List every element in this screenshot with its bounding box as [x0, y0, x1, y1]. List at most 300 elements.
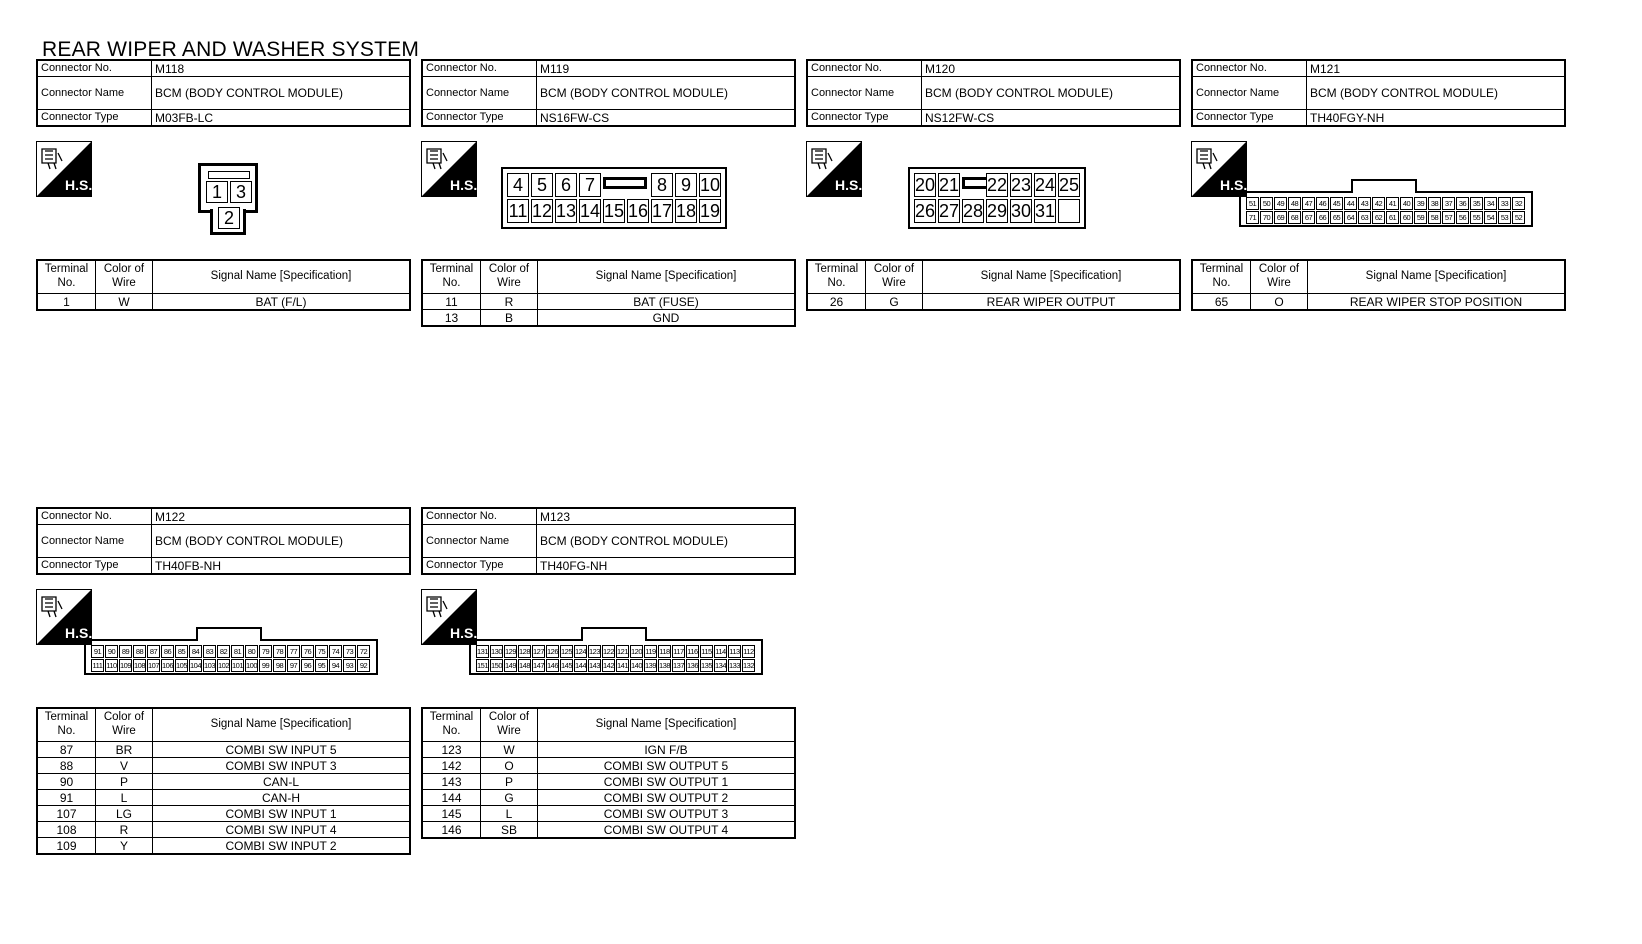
terminal-no-cell: 146: [422, 822, 481, 839]
terminal-pin: 76: [301, 645, 314, 658]
color-of-wire-header: Color of Wire: [96, 260, 153, 294]
terminal-pin: 112: [743, 647, 754, 656]
terminal-pin: 89: [119, 645, 132, 658]
terminal-pin: 84: [189, 645, 202, 658]
terminal-pin: 51: [1246, 197, 1259, 210]
connector-face: [501, 167, 727, 229]
terminal-pin: 140: [631, 661, 643, 670]
harness-side-label: H.S.: [65, 625, 93, 641]
terminal-pin: 104: [190, 661, 202, 670]
terminal-pin: 12: [532, 201, 553, 221]
signal-name-cell: BAT (FUSE): [538, 294, 796, 310]
terminal-pin: 123: [589, 647, 601, 656]
table-row: [807, 294, 1180, 311]
terminal-no-cell: 144: [422, 790, 481, 806]
signal-name-cell: COMBI SW OUTPUT 5: [538, 758, 796, 774]
connector-name-value: BCM (BODY CONTROL MODULE): [537, 77, 796, 110]
terminal-pin: 29: [987, 201, 1008, 221]
connector-type-value: NS12FW-CS: [922, 110, 1181, 127]
connector-name-label: Connector Name: [807, 77, 922, 110]
terminal-no-cell: 11: [422, 294, 481, 310]
harness-side-icon: [36, 589, 92, 645]
terminal-pin: 33: [1498, 197, 1511, 210]
connector-name-label: Connector Name: [37, 525, 152, 558]
terminal-pin: 139: [645, 661, 657, 670]
terminal-pin: 120: [631, 647, 643, 656]
terminal-pin: 19: [700, 201, 721, 221]
terminal-no-cell: 91: [37, 790, 96, 806]
wire-color-cell: R: [96, 822, 153, 838]
terminal-no-cell: 65: [1192, 294, 1251, 311]
connector-name-label: Connector Name: [422, 77, 537, 110]
connector-no-label: Connector No.: [422, 508, 537, 525]
terminal-pin: 65: [1330, 211, 1343, 224]
terminal-pin: 61: [1386, 211, 1399, 224]
terminal-pin: 69: [1274, 211, 1287, 224]
signal-name-cell: REAR WIPER STOP POSITION: [1308, 294, 1566, 311]
terminal-no-cell: 87: [37, 742, 96, 758]
terminal-pin: 52: [1512, 211, 1525, 224]
terminal-no-cell: 90: [37, 774, 96, 790]
terminal-pin: 149: [505, 661, 517, 670]
table-row: [422, 294, 795, 310]
connector-name-label: Connector Name: [37, 77, 152, 110]
table-row: [37, 742, 410, 758]
connector-block-m119: [421, 59, 796, 325]
connector-face: [469, 639, 763, 675]
connector-block-m122: [36, 507, 411, 853]
signal-name-header: Signal Name [Specification]: [153, 260, 411, 294]
wire-color-cell: P: [96, 774, 153, 790]
table-row: [37, 294, 410, 311]
table-row: [422, 822, 795, 839]
terminal-pin: 32: [1512, 197, 1525, 210]
wire-color-cell: V: [96, 758, 153, 774]
terminal-pin: 59: [1414, 211, 1427, 224]
connector-type-label: Connector Type: [422, 110, 537, 127]
terminal-no-cell: 143: [422, 774, 481, 790]
connector-no-label: Connector No.: [807, 60, 922, 77]
terminal-pin: 54: [1484, 211, 1497, 224]
signal-table: [1191, 259, 1566, 311]
connector-no-value: M120: [922, 60, 1181, 77]
connector-name-value: BCM (BODY CONTROL MODULE): [537, 525, 796, 558]
terminal-pin: 6: [555, 173, 577, 197]
signal-name-cell: COMBI SW INPUT 4: [153, 822, 411, 838]
color-of-wire-header: Color of Wire: [866, 260, 923, 294]
terminal-pin: 14: [580, 201, 601, 221]
terminal-pin: 20: [915, 175, 936, 195]
connector-type-label: Connector Type: [422, 558, 537, 575]
connector-face: [1239, 191, 1533, 227]
terminal-pin: 127: [533, 647, 545, 656]
terminal-no-cell: 142: [422, 758, 481, 774]
harness-side-label: H.S.: [450, 625, 478, 641]
terminal-pin: 67: [1302, 211, 1315, 224]
terminal-pin: 15: [604, 201, 625, 221]
terminal-pin: 92: [357, 659, 370, 672]
terminal-no-header: Terminal No.: [37, 260, 96, 294]
terminal-pin: 3: [230, 181, 252, 203]
terminal-pin: 88: [133, 645, 146, 658]
terminal-pin: 105: [176, 661, 188, 670]
table-row: [37, 822, 410, 838]
terminal-pin: 87: [147, 645, 160, 658]
terminal-pin: 64: [1344, 211, 1357, 224]
terminal-pin: 96: [301, 659, 314, 672]
connector-face: [198, 163, 258, 233]
terminal-no-cell: 145: [422, 806, 481, 822]
terminal-pin: 126: [547, 647, 559, 656]
terminal-pin: 114: [715, 647, 726, 656]
connector-type-value: M03FB-LC: [152, 110, 411, 127]
terminal-pin: 78: [273, 645, 286, 658]
connector-no-value: M119: [537, 60, 796, 77]
terminal-pin: 72: [357, 645, 370, 658]
color-of-wire-header: Color of Wire: [96, 708, 153, 742]
page-title: REAR WIPER AND WASHER SYSTEM: [42, 38, 420, 61]
harness-side-icon: [806, 141, 862, 197]
connector-header-table: [36, 59, 411, 127]
terminal-pin: 110: [106, 661, 117, 670]
connector-name-label: Connector Name: [422, 525, 537, 558]
terminal-pin: 28: [963, 201, 984, 221]
harness-side-icon: [36, 141, 92, 197]
terminal-pin: 115: [701, 647, 712, 656]
connector-no-value: M121: [1307, 60, 1566, 77]
connector-name-value: BCM (BODY CONTROL MODULE): [1307, 77, 1566, 110]
table-row: [37, 790, 410, 806]
terminal-pin: 17: [652, 201, 673, 221]
terminal-no-cell: 26: [807, 294, 866, 311]
terminal-pin: 66: [1316, 211, 1329, 224]
wire-color-cell: B: [481, 310, 538, 327]
signal-name-cell: COMBI SW OUTPUT 4: [538, 822, 796, 839]
terminal-pin: 37: [1442, 197, 1455, 210]
terminal-pin: 23: [1011, 175, 1032, 195]
connector-block-m123: [421, 507, 796, 837]
terminal-pin: 100: [246, 661, 258, 670]
connector-latch: [1351, 179, 1417, 193]
terminal-no-cell: 107: [37, 806, 96, 822]
terminal-pin: 74: [329, 645, 342, 658]
table-row: [422, 790, 795, 806]
connector-latch: [603, 177, 647, 189]
terminal-pin: 7: [579, 173, 601, 197]
connector-no-value: M118: [152, 60, 411, 77]
terminal-pin: 90: [105, 645, 118, 658]
terminal-pin: 18: [676, 201, 697, 221]
connector-type-label: Connector Type: [807, 110, 922, 127]
table-row: [37, 806, 410, 822]
terminal-pin: 48: [1288, 197, 1301, 210]
connector-block-m120: [806, 59, 1181, 309]
terminal-pin: 146: [547, 661, 559, 670]
terminal-pin: 150: [491, 661, 503, 670]
signal-name-cell: REAR WIPER OUTPUT: [923, 294, 1181, 311]
wire-color-cell: G: [481, 790, 538, 806]
signal-table: [36, 259, 411, 311]
terminal-no-header: Terminal No.: [807, 260, 866, 294]
connector-header-table: [806, 59, 1181, 127]
connector-header-table: [421, 59, 796, 127]
connector-no-label: Connector No.: [37, 508, 152, 525]
connector-type-label: Connector Type: [37, 558, 152, 575]
table-row: [1192, 294, 1565, 311]
signal-name-cell: COMBI SW INPUT 5: [153, 742, 411, 758]
terminal-pin: 128: [519, 647, 531, 656]
connector-name-value: BCM (BODY CONTROL MODULE): [152, 525, 411, 558]
terminal-no-cell: 123: [422, 742, 481, 758]
terminal-pin: 118: [659, 647, 670, 656]
terminal-pin: 95: [315, 659, 328, 672]
signal-name-header: Signal Name [Specification]: [1308, 260, 1566, 294]
wire-color-cell: O: [481, 758, 538, 774]
wire-color-cell: W: [481, 742, 538, 758]
connector-type-value: TH40FG-NH: [537, 558, 796, 575]
connector-type-value: NS16FW-CS: [537, 110, 796, 127]
table-row: [422, 806, 795, 822]
terminal-pin: 13: [556, 201, 577, 221]
terminal-pin: 26: [915, 201, 936, 221]
wire-color-cell: SB: [481, 822, 538, 839]
connector-type-value: TH40FGY-NH: [1307, 110, 1566, 127]
terminal-pin: 75: [315, 645, 328, 658]
terminal-no-header: Terminal No.: [37, 708, 96, 742]
terminal-no-cell: 108: [37, 822, 96, 838]
terminal-pin: 113: [729, 647, 740, 656]
terminal-pin: 2: [218, 207, 240, 229]
terminal-pin: 108: [134, 661, 146, 670]
signal-name-cell: COMBI SW INPUT 2: [153, 838, 411, 855]
signal-name-header: Signal Name [Specification]: [538, 708, 796, 742]
signal-table: [806, 259, 1181, 311]
signal-name-cell: COMBI SW INPUT 3: [153, 758, 411, 774]
wire-color-cell: L: [96, 790, 153, 806]
terminal-pin: 116: [687, 647, 698, 656]
terminal-pin: 63: [1358, 211, 1371, 224]
terminal-pin: 49: [1274, 197, 1287, 210]
terminal-pin: 30: [1011, 201, 1032, 221]
terminal-pin: 43: [1358, 197, 1371, 210]
terminal-pin: 42: [1372, 197, 1385, 210]
terminal-pin: 136: [687, 661, 699, 670]
terminal-pin: 147: [533, 661, 545, 670]
harness-side-label: H.S.: [65, 177, 93, 193]
terminal-pin: 34: [1484, 197, 1497, 210]
terminal-pin: 80: [245, 645, 258, 658]
connector-block-m121: [1191, 59, 1566, 309]
terminal-pin: 138: [659, 661, 671, 670]
terminal-pin: 11: [508, 201, 528, 221]
connector-face: [908, 167, 1086, 229]
signal-table: [421, 707, 796, 839]
table-row: [37, 758, 410, 774]
signal-name-cell: GND: [538, 310, 796, 327]
connector-header-table: [1191, 59, 1566, 127]
terminal-pin: [1058, 199, 1080, 223]
terminal-pin: 53: [1498, 211, 1511, 224]
terminal-pin: 44: [1344, 197, 1357, 210]
terminal-pin: 39: [1414, 197, 1427, 210]
terminal-pin: 50: [1260, 197, 1273, 210]
connector-no-value: M122: [152, 508, 411, 525]
terminal-pin: 133: [729, 661, 741, 670]
terminal-pin: 57: [1442, 211, 1455, 224]
terminal-pin: 68: [1288, 211, 1301, 224]
terminal-pin: 107: [148, 661, 160, 670]
terminal-no-cell: 13: [422, 310, 481, 327]
terminal-pin: 47: [1302, 197, 1315, 210]
harness-side-label: H.S.: [1220, 177, 1248, 193]
terminal-pin: 8: [651, 173, 673, 197]
terminal-pin: 137: [673, 661, 685, 670]
wire-color-cell: LG: [96, 806, 153, 822]
terminal-pin: 38: [1428, 197, 1441, 210]
signal-name-cell: COMBI SW INPUT 1: [153, 806, 411, 822]
connector-type-label: Connector Type: [1192, 110, 1307, 127]
terminal-pin: 83: [203, 645, 216, 658]
signal-name-cell: COMBI SW OUTPUT 2: [538, 790, 796, 806]
wire-color-cell: G: [866, 294, 923, 311]
terminal-pin: 31: [1035, 201, 1056, 221]
terminal-pin: 142: [603, 661, 615, 670]
terminal-pin: 103: [204, 661, 216, 670]
table-row: [37, 774, 410, 790]
terminal-pin: 71: [1246, 211, 1259, 224]
terminal-pin: 46: [1316, 197, 1329, 210]
wire-color-cell: L: [481, 806, 538, 822]
terminal-no-header: Terminal No.: [422, 708, 481, 742]
connector-latch: [581, 627, 647, 641]
terminal-pin: 70: [1260, 211, 1273, 224]
terminal-pin: 4: [507, 173, 529, 197]
color-of-wire-header: Color of Wire: [481, 708, 538, 742]
harness-side-icon: [1191, 141, 1247, 197]
wire-color-cell: R: [481, 294, 538, 310]
terminal-pin: 141: [617, 661, 629, 670]
connector-type-value: TH40FB-NH: [152, 558, 411, 575]
terminal-pin: 111: [92, 661, 103, 670]
terminal-no-cell: 88: [37, 758, 96, 774]
terminal-pin: 36: [1456, 197, 1469, 210]
signal-name-cell: CAN-H: [153, 790, 411, 806]
terminal-pin: 79: [259, 645, 272, 658]
terminal-pin: 58: [1428, 211, 1441, 224]
table-row: [422, 774, 795, 790]
connector-name-label: Connector Name: [1192, 77, 1307, 110]
terminal-pin: 24: [1035, 175, 1056, 195]
terminal-pin: 122: [603, 647, 615, 656]
connector-header-table: [421, 507, 796, 575]
terminal-pin: 109: [120, 661, 132, 670]
terminal-pin: 22: [987, 175, 1008, 195]
table-row: [37, 838, 410, 855]
terminal-pin: 148: [519, 661, 531, 670]
connector-header-table: [36, 507, 411, 575]
wire-color-cell: W: [96, 294, 153, 311]
connector-name-value: BCM (BODY CONTROL MODULE): [152, 77, 411, 110]
table-row: [422, 742, 795, 758]
terminal-pin: 41: [1386, 197, 1399, 210]
terminal-pin: 130: [491, 647, 503, 656]
terminal-no-cell: 109: [37, 838, 96, 855]
terminal-pin: 99: [259, 659, 272, 672]
terminal-pin: 145: [561, 661, 573, 670]
signal-name-cell: COMBI SW OUTPUT 1: [538, 774, 796, 790]
terminal-pin: 73: [343, 645, 356, 658]
connector-no-label: Connector No.: [37, 60, 152, 77]
terminal-no-header: Terminal No.: [422, 260, 481, 294]
terminal-pin: 143: [589, 661, 601, 670]
terminal-pin: 102: [218, 661, 230, 670]
terminal-no-cell: 1: [37, 294, 96, 311]
terminal-pin: 60: [1400, 211, 1413, 224]
terminal-pin: 40: [1400, 197, 1413, 210]
terminal-pin: 151: [477, 661, 489, 670]
terminal-pin: 93: [343, 659, 356, 672]
connector-no-label: Connector No.: [422, 60, 537, 77]
terminal-pin: 94: [329, 659, 342, 672]
terminal-pin: 119: [645, 647, 656, 656]
terminal-pin: 9: [675, 173, 697, 197]
terminal-pin: 134: [715, 661, 727, 670]
table-row: [422, 310, 795, 327]
terminal-pin: 55: [1470, 211, 1483, 224]
terminal-pin: 21: [939, 175, 960, 195]
terminal-pin: 135: [701, 661, 713, 670]
terminal-pin: 106: [162, 661, 174, 670]
terminal-pin: 5: [531, 173, 553, 197]
signal-name-cell: IGN F/B: [538, 742, 796, 758]
terminal-pin: 124: [575, 647, 587, 656]
wire-color-cell: P: [481, 774, 538, 790]
color-of-wire-header: Color of Wire: [481, 260, 538, 294]
signal-name-cell: CAN-L: [153, 774, 411, 790]
harness-side-label: H.S.: [835, 177, 863, 193]
terminal-pin: 82: [217, 645, 230, 658]
signal-name-header: Signal Name [Specification]: [923, 260, 1181, 294]
terminal-no-header: Terminal No.: [1192, 260, 1251, 294]
connector-type-label: Connector Type: [37, 110, 152, 127]
wire-color-cell: O: [1251, 294, 1308, 311]
connector-name-value: BCM (BODY CONTROL MODULE): [922, 77, 1181, 110]
connector-face: [84, 639, 378, 675]
harness-side-icon: [421, 141, 477, 197]
terminal-pin: 10: [700, 175, 721, 195]
connector-latch: [196, 627, 262, 641]
table-row: [422, 758, 795, 774]
terminal-pin: 81: [231, 645, 244, 658]
signal-name-cell: BAT (F/L): [153, 294, 411, 311]
wire-color-cell: BR: [96, 742, 153, 758]
terminal-pin: 121: [617, 647, 629, 656]
terminal-pin: 62: [1372, 211, 1385, 224]
terminal-pin: 16: [628, 201, 649, 221]
terminal-pin: 98: [273, 659, 286, 672]
connector-block-m118: [36, 59, 411, 309]
terminal-pin: 77: [287, 645, 300, 658]
terminal-pin: 56: [1456, 211, 1469, 224]
terminal-pin: 35: [1470, 197, 1483, 210]
signal-table: [421, 259, 796, 327]
terminal-pin: 125: [561, 647, 573, 656]
signal-name-header: Signal Name [Specification]: [153, 708, 411, 742]
terminal-pin: 144: [575, 661, 587, 670]
terminal-pin: 117: [673, 647, 684, 656]
terminal-pin: 27: [939, 201, 960, 221]
signal-name-header: Signal Name [Specification]: [538, 260, 796, 294]
